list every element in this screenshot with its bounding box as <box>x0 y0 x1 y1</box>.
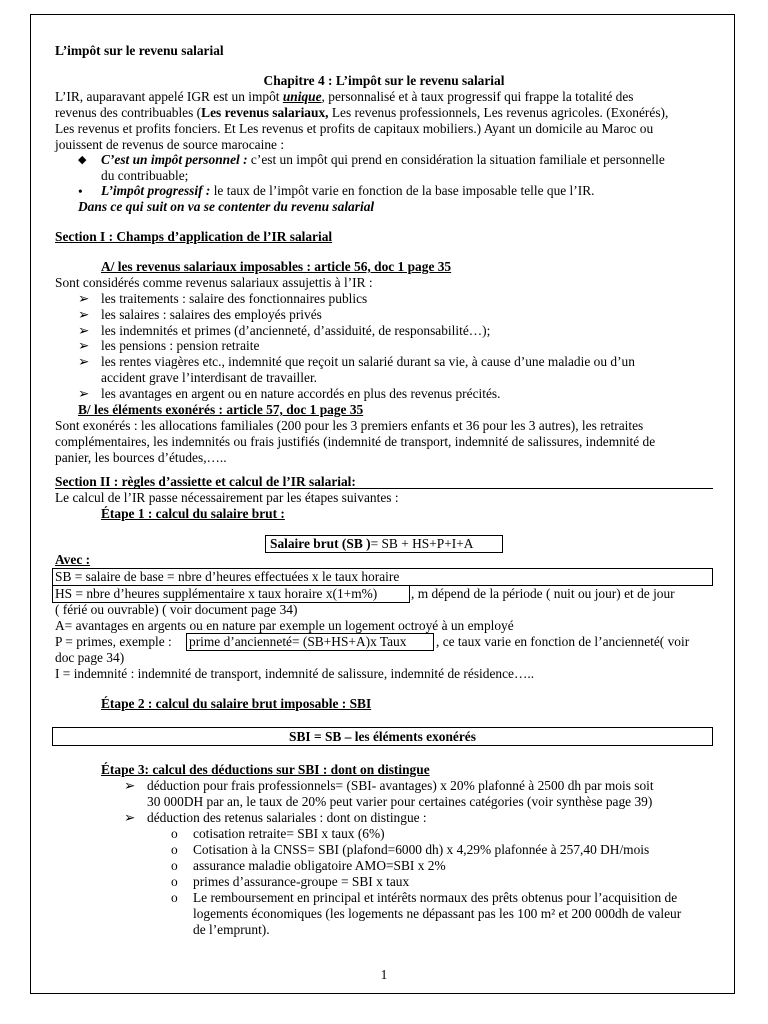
hs-definition-rest: , m dépend de la période ( nuit ou jour) et de jour <box>411 586 675 601</box>
formula-sb: Salaire brut (SB )= SB + HS+P+I+A <box>270 536 474 551</box>
chapter-title: Chapitre 4 : L’impôt sur le revenu salarial <box>263 73 505 88</box>
circle-bullet-icon: o <box>171 858 178 873</box>
sub-list-item: Le remboursement en principal et intérêts normaux des prêts obtenus pour l’acquisition de <box>193 890 678 905</box>
section-1b-text-3: panier, les bources d’études,….. <box>55 450 227 465</box>
i-definition: I = indemnité : indemnité de transport, indemnité de salissure, indemnité de résidence….. <box>55 666 535 681</box>
diamond-bullet-icon: ◆ <box>78 154 87 166</box>
sub-list-item: primes d’assurance-groupe = SBI x taux <box>193 874 410 889</box>
section-1-title: Section I : Champs d’application de l’IR salarial <box>55 229 333 244</box>
hs-definition-cont: ( férié ou ouvrable) ( voir document page 34) <box>55 602 298 617</box>
arrow-bullet-icon: ➢ <box>78 354 90 369</box>
hs-definition: HS = nbre d’heures supplémentaire x taux horaire x(1+m%) <box>55 586 378 601</box>
intro-line-4: jouissent de revenus de source marocaine : <box>55 137 285 152</box>
p-definition-start: P = primes, exemple : <box>55 634 172 649</box>
circle-bullet-icon: o <box>171 890 178 905</box>
section-1b-text-1: Sont exonérés : les allocations familiales (200 pour les 3 premiers enfants et 36 pour les 3 autres), les retraites <box>55 418 644 433</box>
note-revenu-salarial: Dans ce qui suit on va se contenter du revenu salarial <box>78 199 375 214</box>
section-1a-title: A/ les revenus salariaux imposables : article 56, doc 1 page 35 <box>101 259 452 274</box>
list-item: les avantages en argent ou en nature accordés en plus des revenus précités. <box>101 386 501 401</box>
avec-label: Avec : <box>55 552 91 567</box>
bullet-progressif: L’impôt progressif : le taux de l’impôt varie en fonction de la base imposable telle que l’IR. <box>101 183 595 198</box>
circle-bullet-icon: o <box>171 874 178 889</box>
intro-line-1: L’IR, auparavant appelé IGR est un impôt unique, personnalisé et à taux progressif qui frappe la totalité des <box>55 89 634 104</box>
a-definition: A= avantages en argents ou en nature par exemple un logement octroyé à un employé <box>55 618 514 633</box>
deduction-item: déduction des retenus salariales : dont on distingue : <box>147 810 427 825</box>
arrow-bullet-icon: ➢ <box>78 323 90 338</box>
section-2-title: Section II : règles d’assiette et calcul de l’IR salarial: <box>55 474 356 489</box>
p-formula: prime d’ancienneté= (SB+HS+A)x Taux <box>189 634 407 649</box>
intro-line-3: Les revenus et profits fonciers. Et Les revenus et profits de capitaux mobiliers.) Ayant un domicile au Maroc ou <box>55 121 654 136</box>
arrow-bullet-icon: ➢ <box>78 386 90 401</box>
bullet-personnel: C’est un impôt personnel : c’est un impôt qui prend en considération la situation familiale et personnelle <box>101 152 665 167</box>
deduction-item: déduction pour frais professionnels= (SBI- avantages) x 20% plafonné à 2500 dh par mois soit <box>147 778 654 793</box>
section-1b-text-2: complémentaires, les indemnités ou frais justifiés (indemnité de transport, indemnité de salissures, indemnité de <box>55 434 656 449</box>
sub-list-item: assurance maladie obligatoire AMO=SBI x 2% <box>193 858 446 873</box>
doc-header-title: L’impôt sur le revenu salarial <box>55 43 224 58</box>
list-item: les pensions : pension retraite <box>101 338 260 353</box>
list-item-cont: accident grave l’interdisant de travailler. <box>101 370 318 385</box>
dot-bullet-icon: • <box>78 184 83 199</box>
sb-definition: SB = salaire de base = nbre d’heures effectuées x le taux horaire <box>55 569 400 584</box>
p-definition-cont: doc page 34) <box>55 650 125 665</box>
arrow-bullet-icon: ➢ <box>78 291 90 306</box>
list-item: les indemnités et primes (d’ancienneté, d’assiduité, de responsabilité…); <box>101 323 491 338</box>
list-item: les salaires : salaires des employés privés <box>101 307 322 322</box>
sub-list-item: Cotisation à la CNSS= SBI (plafond=6000 dh) x 4,29% plafonnée à 257,40 DH/mois <box>193 842 650 857</box>
deduction-item-cont: 30 000DH par an, le taux de 20% peut varier pour certaines catégories (voir synthèse page 39) <box>147 794 653 809</box>
section-2-intro: Le calcul de l’IR passe nécessairement par les étapes suivantes : <box>55 490 399 505</box>
formula-sbi: SBI = SB – les éléments exonérés <box>289 729 476 744</box>
arrow-bullet-icon: ➢ <box>78 307 90 322</box>
arrow-bullet-icon: ➢ <box>78 338 90 353</box>
arrow-bullet-icon: ➢ <box>124 778 136 793</box>
sub-list-item: cotisation retraite= SBI x taux (6%) <box>193 826 385 841</box>
step-2-title: Étape 2 : calcul du salaire brut imposable : SBI <box>101 696 372 711</box>
page-number: 1 <box>380 967 388 982</box>
sub-list-item-cont: logements économiques (les logements ne dépassant pas les 100 m² et 200 000dh de valeur <box>193 906 682 921</box>
section-1b-title: B/ les éléments exonérés : article 57, doc 1 page 35 <box>78 402 364 417</box>
section-2-underline <box>55 488 713 489</box>
p-definition-rest: , ce taux varie en fonction de l’ancienneté( voir <box>436 634 690 649</box>
step-1-title: Étape 1 : calcul du salaire brut : <box>101 506 285 521</box>
bullet-personnel-cont: du contribuable; <box>101 168 189 183</box>
list-item: les traitements : salaire des fonctionnaires publics <box>101 291 368 306</box>
arrow-bullet-icon: ➢ <box>124 810 136 825</box>
step-3-title: Étape 3: calcul des déductions sur SBI : dont on distingue <box>101 762 430 777</box>
sub-list-item-cont: de l’emprunt). <box>193 922 270 937</box>
list-item: les rentes viagères etc., indemnité que reçoit un salarié durant sa vie, à cause d’une maladie ou d’un <box>101 354 635 369</box>
intro-line-2: revenus des contribuables (Les revenus salariaux, Les revenus professionnels, Les revenus agricoles. (Exonérés), <box>55 105 669 120</box>
circle-bullet-icon: o <box>171 826 178 841</box>
section-1a-intro: Sont considérés comme revenus salariaux assujettis à l’IR : <box>55 275 373 290</box>
circle-bullet-icon: o <box>171 842 178 857</box>
